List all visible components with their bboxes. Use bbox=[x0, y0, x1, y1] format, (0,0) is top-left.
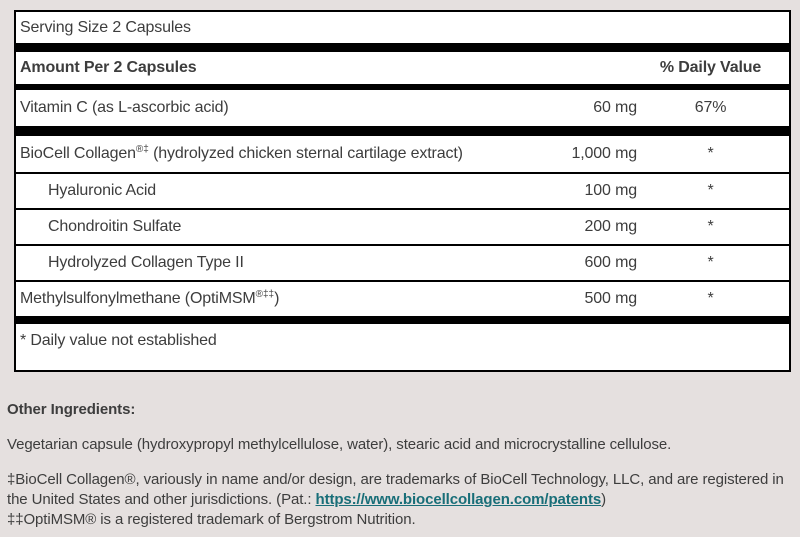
ingredient-row-biocell-collagen bbox=[16, 136, 789, 172]
ingredient-name-text: BioCell Collagen bbox=[20, 145, 136, 162]
ingredient-name-text: Vitamin C (as L-ascorbic acid) bbox=[20, 99, 229, 116]
ingredient-name bbox=[20, 99, 512, 117]
divider-bar-thick-top bbox=[16, 43, 789, 52]
patents-link[interactable]: https://www.biocellcollagen.com/patents bbox=[315, 491, 602, 508]
ingredient-name bbox=[20, 218, 512, 236]
serving-size-row bbox=[16, 12, 789, 43]
ingredient-daily-value: * bbox=[707, 254, 714, 271]
ingredient-name-text: Hydrolyzed Collagen Type II bbox=[48, 254, 244, 271]
ingredient-amount: 600 mg bbox=[584, 254, 637, 271]
ingredient-name-text: Methylsulfonylmethane (OptiMSM bbox=[20, 290, 256, 307]
ingredient-daily-value: * bbox=[707, 218, 714, 235]
other-ingredients-section bbox=[7, 400, 794, 530]
ingredient-name bbox=[20, 254, 512, 272]
other-ingredients-heading: Other Ingredients: bbox=[7, 401, 136, 418]
ingredient-name bbox=[20, 182, 512, 200]
trademark-note-text: ‡BioCell Collagen®, variously in name and/or design, are trademarks of BioCell Technology, LLC, and are registered in the United States and other jurisdictions. (Pat.: bbox=[7, 471, 784, 508]
ingredient-row-hydrolyzed-collagen bbox=[16, 244, 789, 280]
daily-value-header: % Daily Value bbox=[659, 59, 762, 76]
amount-per-header: Amount Per 2 Capsules bbox=[20, 59, 197, 76]
ingredient-daily-value: * bbox=[707, 145, 714, 162]
trademark-note-after: ) bbox=[601, 491, 606, 508]
ingredient-row-hyaluronic-acid bbox=[16, 172, 789, 208]
supplement-facts-panel bbox=[14, 10, 791, 372]
serving-size-text: Serving Size 2 Capsules bbox=[20, 18, 191, 36]
ingredient-sup: ®‡‡ bbox=[255, 289, 275, 300]
divider-bar-thick-mid bbox=[16, 126, 789, 136]
ingredient-name bbox=[20, 290, 512, 308]
ingredient-name-after: ) bbox=[274, 290, 280, 307]
footnote-text: * Daily value not established bbox=[20, 332, 217, 349]
ingredient-daily-value: * bbox=[707, 182, 714, 199]
footnote-row bbox=[16, 324, 789, 370]
ingredient-name-text: Hyaluronic Acid bbox=[48, 182, 157, 199]
column-header-row bbox=[16, 52, 789, 84]
ingredient-row-chondroitin-sulfate bbox=[16, 208, 789, 244]
ingredient-amount: 1,000 mg bbox=[571, 145, 637, 162]
divider-bar-thick-bottom bbox=[16, 316, 789, 324]
ingredient-amount: 100 mg bbox=[584, 182, 637, 199]
ingredient-name-text: Chondroitin Sulfate bbox=[48, 218, 182, 235]
other-ingredients-text: Vegetarian capsule (hydroxypropyl methylcellulose, water), stearic acid and microcrystalline cellulose. bbox=[7, 436, 672, 453]
ingredient-amount: 200 mg bbox=[584, 218, 637, 235]
optimsm-note: ‡‡OptiMSM® is a registered trademark of Bergstrom Nutrition. bbox=[7, 511, 416, 528]
ingredient-amount: 60 mg bbox=[593, 99, 637, 116]
ingredient-daily-value: * bbox=[707, 290, 714, 307]
trademark-note bbox=[7, 470, 794, 510]
ingredient-row-methylsulfonylmethane bbox=[16, 280, 789, 316]
ingredient-amount: 500 mg bbox=[584, 290, 637, 307]
ingredient-daily-value: 67% bbox=[694, 99, 727, 116]
ingredient-row-vitamin-c bbox=[16, 90, 789, 126]
ingredient-sup: ®‡ bbox=[135, 144, 149, 155]
ingredient-name bbox=[20, 145, 512, 163]
ingredient-name-after: (hydrolyzed chicken sternal cartilage extract) bbox=[148, 145, 463, 162]
